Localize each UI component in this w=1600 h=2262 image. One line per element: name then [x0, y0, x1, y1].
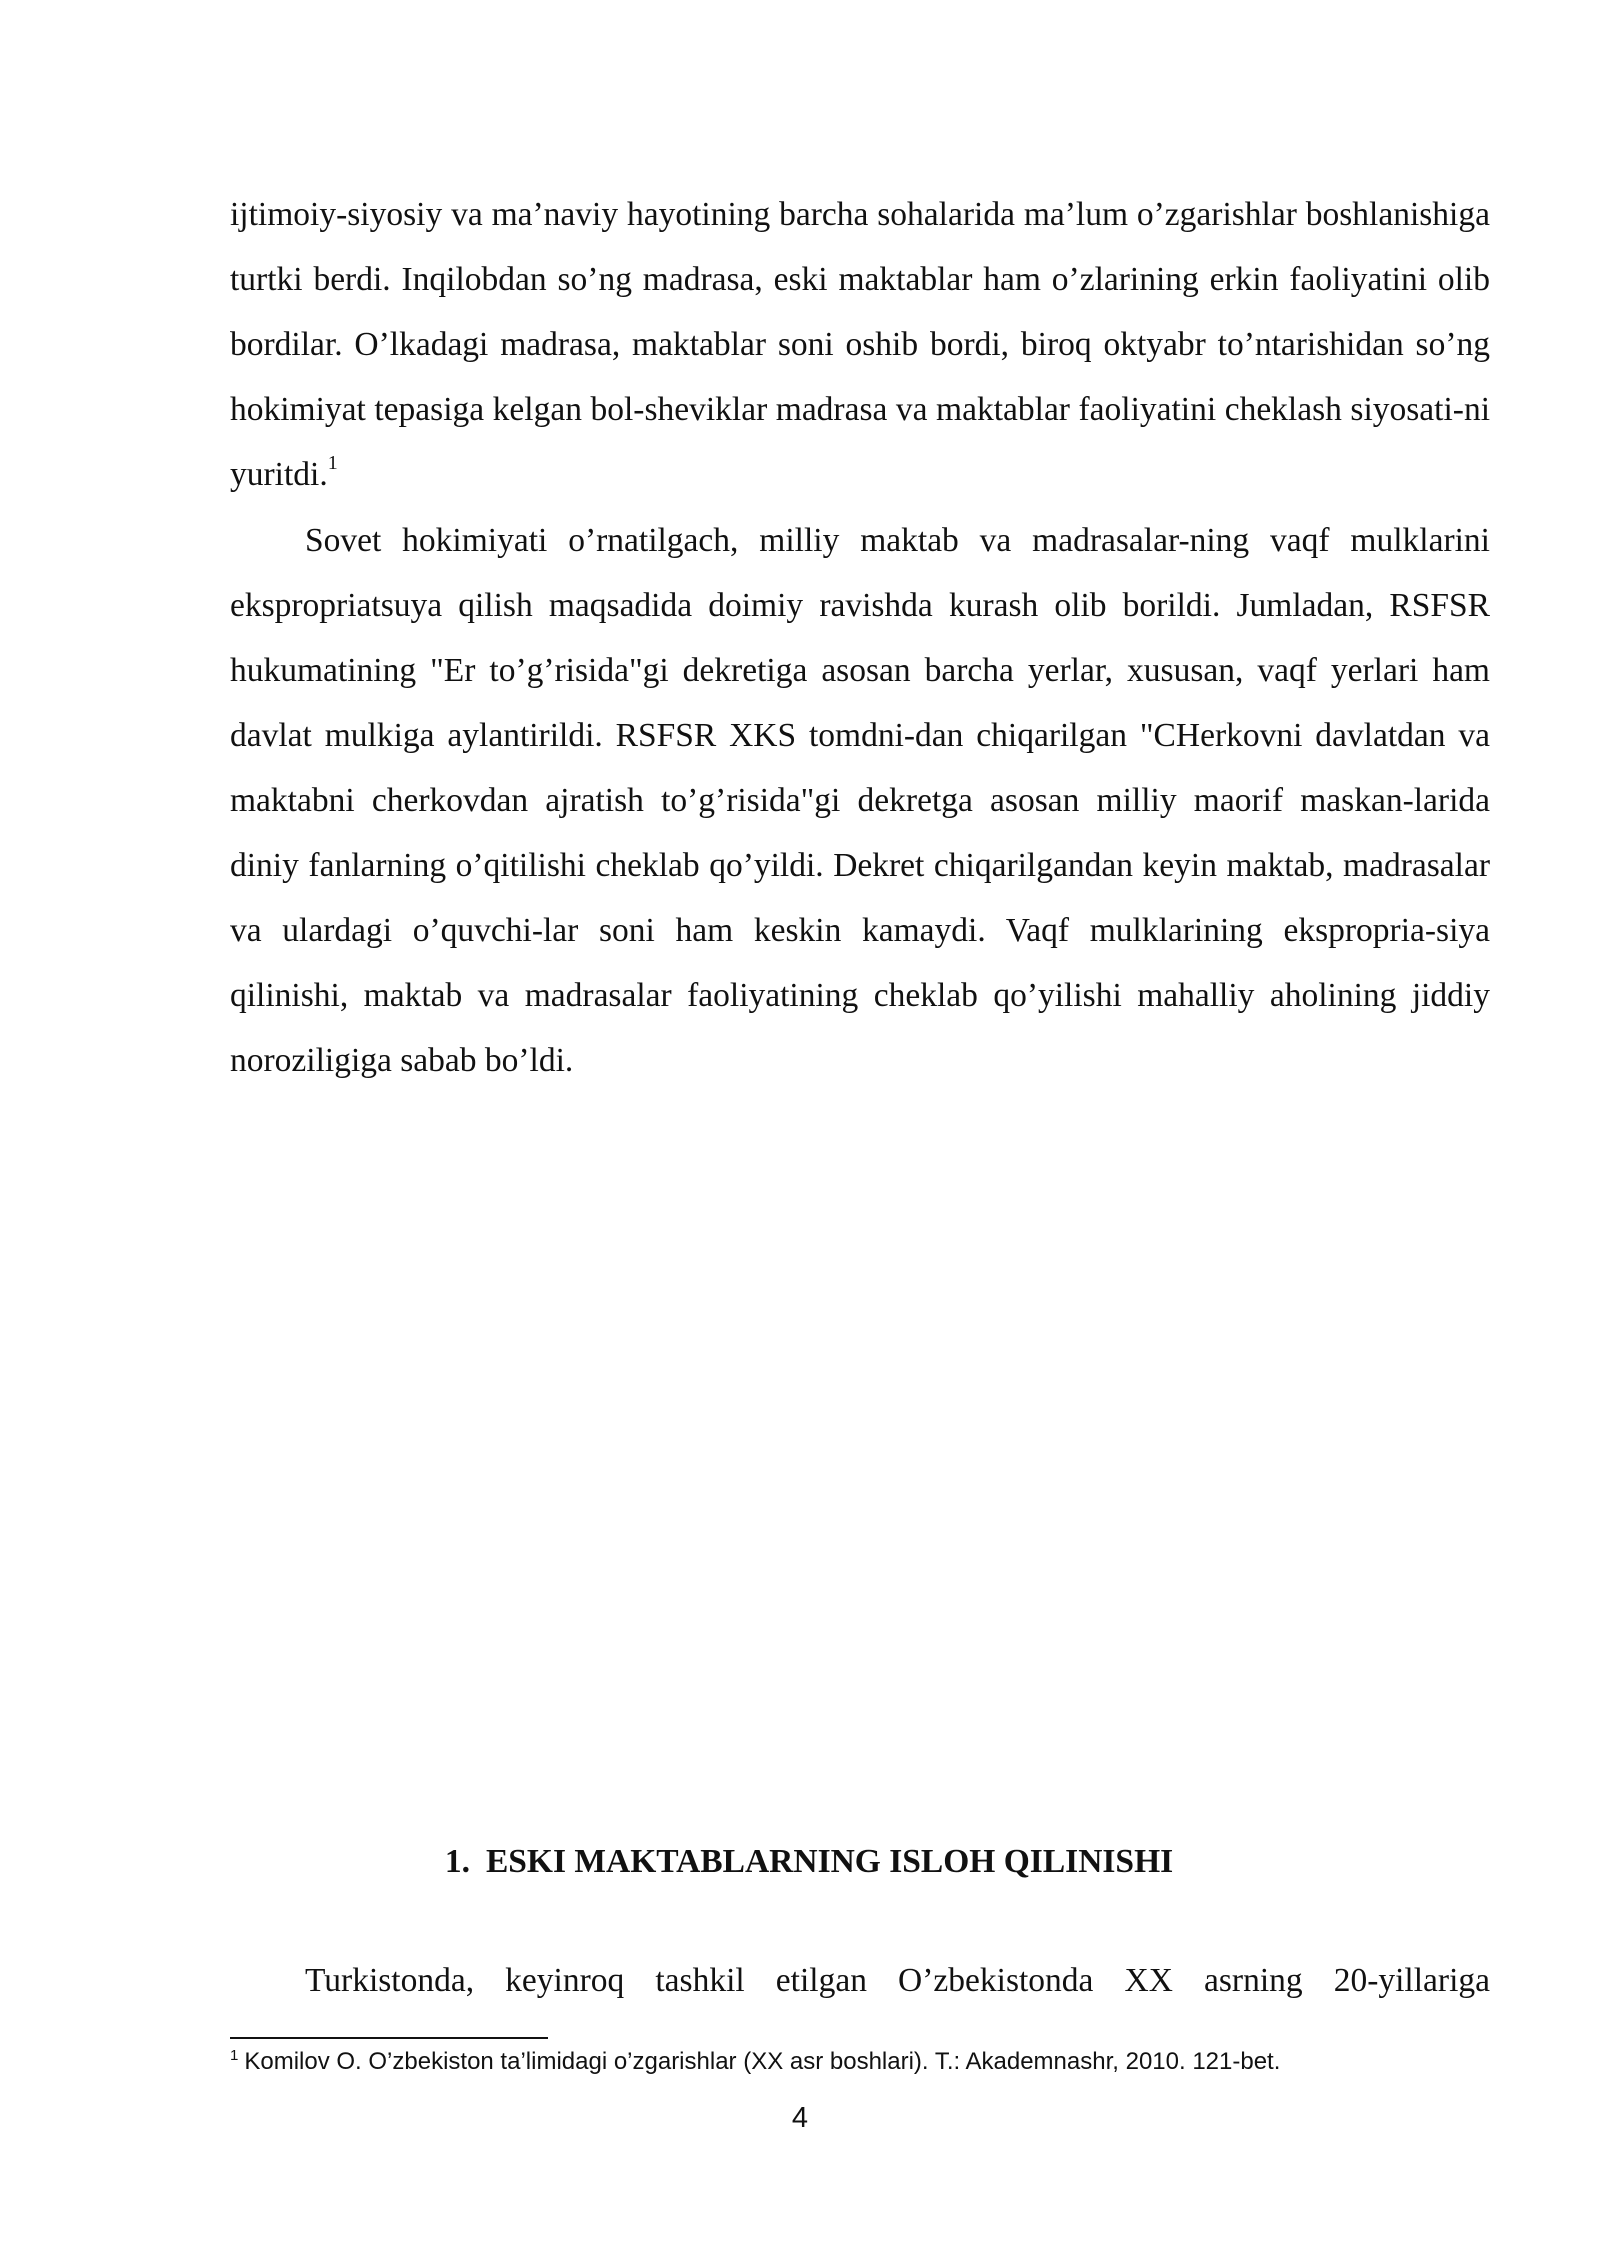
section-title: ESKI MAKTABLARNING ISLOH QILINISHI [485, 1843, 1174, 1880]
section-number: 1. [444, 1843, 470, 1880]
footnote-separator [230, 2037, 548, 2039]
footnote-reference[interactable]: 1 [327, 451, 338, 474]
footnote [230, 2046, 1490, 2078]
paragraph-3: Turkistonda, keyinroq tashkil etilgan O’zbekistonda XX asrning 20-yillariga [305, 1962, 1490, 1999]
page-number: 4 [791, 2102, 809, 2134]
footnote-text: Komilov O. O’zbekiston ta’limidagi o’zgarishlar (XX asr boshlari). T.: Akademnashr, 2010. 121-bet. [244, 2048, 1281, 2075]
paragraph-2: Sovet hokimiyati o’rnatilgach, milliy maktab va madrasalar-ning vaqf mulklarini ekspropriatsuya qilish maqsadida doimiy ravishda kurash olib borildi. Jumladan, RSFSR hukumatining "Er to’g’risida"gi dekretiga asosan barcha yerlar, xususan, vaqf yerlari ham davlat mulkiga aylantirildi. RSFSR XKS tomdni-dan chiqarilgan "CHerkovni davlatdan va maktabni cherkovdan ajratish to’g’risida"gi dekretga asosan milliy maorif maskan-larida diniy fanlarning o’qitilishi cheklab qo’yildi. Dekret chiqarilgandan keyin maktab, madrasalar va ulardagi o’quvchi-lar soni ham keskin kamaydi. Vaqf mulklarining ekspropria-siya qilinishi, maktab va madrasalar faoliyatining cheklab qo’yilishi mahalliy aholining jiddiy noroziligiga sabab bo’ldi. [230, 522, 1490, 1079]
paragraph-1 [230, 182, 1490, 507]
footnote-marker: 1 [230, 2047, 239, 2064]
paragraph-1-text: ijtimoiy-siyosiy va ma’naviy hayotining barcha sohalarida ma’lum o’zgarishlar boshlanishiga turtki berdi. Inqilobdan so’ng madrasa, eski maktablar ham o’zlarining erkin faoliyatini olib bordilar. O’lkadagi madrasa, maktablar soni oshib bordi, biroq oktyabr to’ntarishidan so’ng hokimiyat tepasiga kelgan bol-sheviklar madrasa va maktablar faoliyatini cheklash siyosati-ni yuritdi. [230, 196, 1490, 493]
section-heading [0, 1832, 1600, 1892]
